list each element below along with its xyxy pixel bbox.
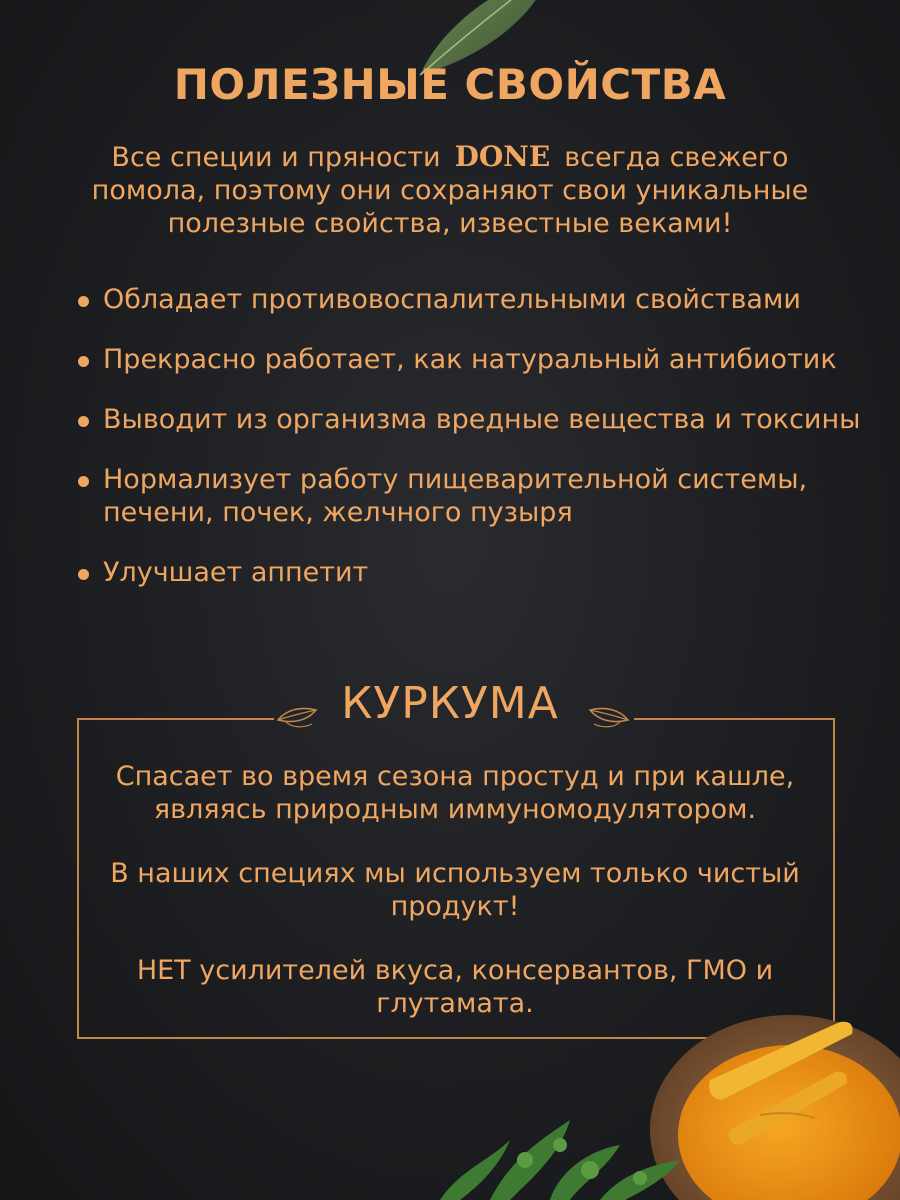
section-paragraph: Спасает во время сезона простуд и при кашле, являясь природным иммуномодулятором. [115,761,795,825]
bullet-dot-icon [78,476,89,487]
benefits-list [78,283,868,589]
list-item [78,343,868,376]
benefit-text: Улучшает аппетит [103,557,369,588]
list-item [78,283,868,316]
intro-after-brand: всегда свежего помола, поэтому они сохраняют свои уникальные полезные свойства, известные веками! [91,142,809,239]
page-title: ПОЛЕЗНЫЕ СВОЙСТВА [173,60,727,109]
intro-before-brand: Все специи и пряности [111,142,441,173]
benefit-text: Прекрасно работает, как натуральный антибиотик [103,344,837,375]
benefit-text: Обладает противовоспалительными свойствами [103,284,801,315]
bullet-dot-icon [78,296,89,307]
frame-divider-left [77,718,274,720]
list-item [78,403,868,436]
herbs-icon [430,1100,720,1200]
section-paragraph: НЕТ усилителей вкуса, консервантов, ГМО и глутамата. [136,955,774,1019]
bullet-dot-icon [78,356,89,367]
benefit-text: Нормализует работу пищеварительной системы, печени, почек, желчного пузыря [103,464,808,528]
list-item [78,556,868,589]
frame-divider-right [634,718,835,720]
list-item [78,463,868,529]
intro-text [60,140,840,240]
benefit-text: Выводит из организма вредные вещества и токсины [103,404,861,435]
leaf-ornament-icon [584,704,630,730]
section-title: КУРКУМА [341,678,559,729]
section-paragraph: В наших специях мы используем только чистый продукт! [110,858,800,922]
leaf-ornament-icon [276,704,322,730]
bullet-dot-icon [78,569,89,580]
bullet-dot-icon [78,416,89,427]
brand-name: DONE [454,140,551,173]
section-body [90,760,820,1051]
